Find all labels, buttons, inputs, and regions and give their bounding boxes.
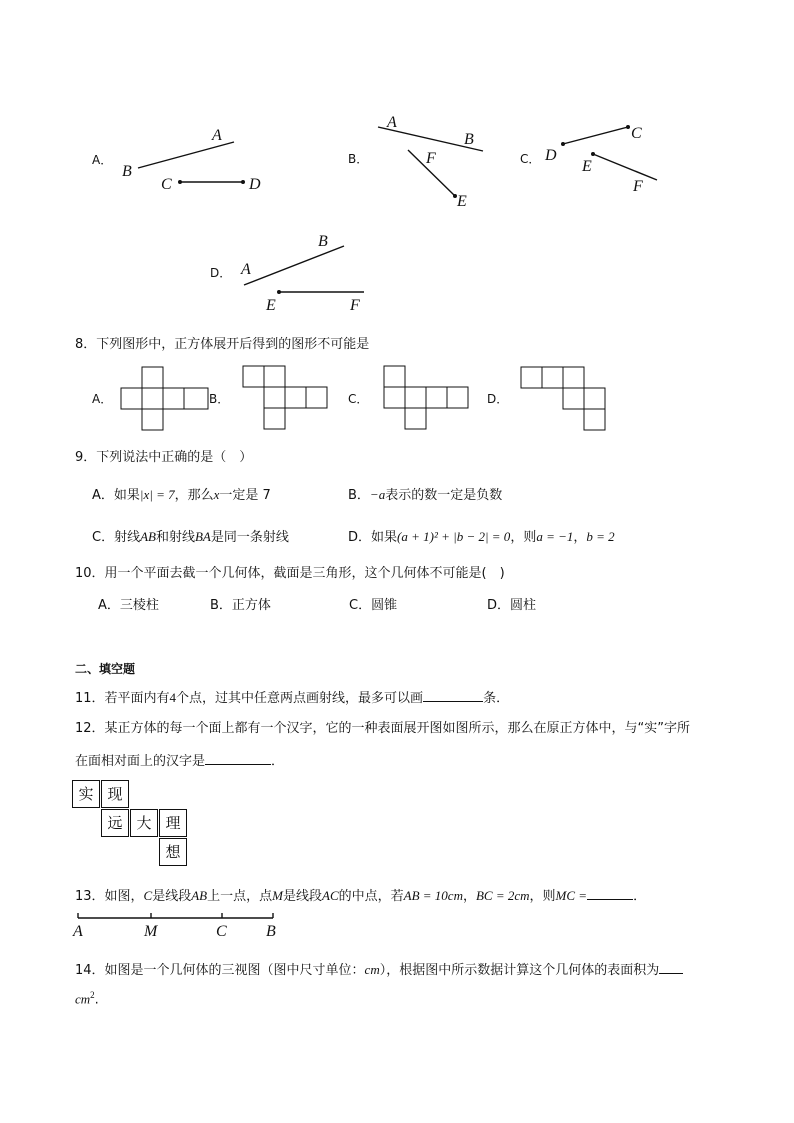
q13-end: ． — [633, 889, 647, 904]
q9-d-mid: ，则 — [510, 530, 537, 545]
q9-d-prefix: D．如果 — [348, 530, 398, 545]
section-title: 二、填空题 — [75, 662, 136, 676]
q9-c-mid: 和射线 — [155, 530, 195, 545]
q13-prefix: 13．如图， — [75, 889, 144, 904]
q13-sep: ， — [462, 889, 476, 904]
q9-d-a: a = −1 — [536, 529, 574, 544]
q10-option-c: C．圆锥 — [349, 598, 398, 613]
q7-a-point-a: A — [212, 127, 222, 144]
q9-a-suffix: 一定是 7 — [219, 488, 271, 503]
q8-question: 8．下列图形中，正方体展开后得到的图形不可能是 — [75, 337, 370, 352]
q7-a-point-d: D — [249, 176, 261, 193]
q7-c-point-c: C — [631, 125, 642, 142]
q12-face-li: 理 — [159, 809, 187, 837]
q13-mc: MC = — [555, 888, 588, 903]
q7-d-point-b: B — [318, 233, 328, 250]
q13-eq2: BC = 2cm — [475, 888, 530, 903]
q14-prefix: 14．如图是一个几何体的三视图（图中尺寸单位： — [75, 963, 365, 978]
q12-line-2-text: 在面相对面上的汉字是 — [75, 754, 206, 769]
q13-label-b: B — [266, 923, 276, 940]
q12-line-1: 12．某正方体的每一个面上都有一个汉字，它的一种表面展开图如图所示，那么在原正方体中，与“实”字所 — [75, 721, 691, 736]
q9-d-sep: ， — [573, 530, 587, 545]
q8-option-d-label: D． — [487, 392, 509, 406]
q12-face-xiang: 想 — [159, 838, 187, 866]
q12-face-yuan: 远 — [101, 809, 129, 837]
q13-ab: AB — [191, 888, 208, 903]
q9-a-abs: |x| = 7 — [139, 487, 175, 502]
q13-label-a: A — [73, 923, 83, 940]
q12-face-shi: 实 — [72, 780, 100, 808]
q14-answer-blank[interactable] — [659, 973, 683, 974]
q9-a-prefix: A．如果 — [92, 488, 140, 503]
q10-question: 10．用一个平面去截一个几何体，截面是三角形，这个几何体不可能是( ) — [75, 566, 505, 581]
q9-d-expr: (a + 1)² + |b − 2| = 0 — [397, 529, 511, 544]
q12-end: ． — [271, 754, 285, 769]
q9-a-x: x — [213, 487, 220, 502]
q14-unit: cm — [364, 962, 380, 977]
q13-t4: 的中点，若 — [338, 889, 404, 904]
q7-d-point-a: A — [241, 261, 251, 278]
q13-ac: AC — [322, 888, 339, 903]
q7-b-point-e: E — [457, 193, 467, 210]
q12-face-da: 大 — [130, 809, 158, 837]
q7-b-point-a: A — [387, 114, 397, 131]
q14-suffix: ），根据图中所示数据计算这个几何体的表面积为 — [379, 963, 660, 978]
q14-unit-2: cm — [75, 991, 91, 1007]
q9-c-suffix: 是同一条射线 — [210, 530, 289, 545]
q7-option-b-label: B． — [348, 152, 369, 166]
q7-c-point-e: E — [582, 158, 592, 175]
q7-option-c-label: C． — [520, 152, 541, 166]
q14-unit-sup: 2 — [90, 990, 95, 1000]
q10-option-d: D．圆柱 — [487, 598, 537, 613]
q9-b-suffix: 表示的数一定是负数 — [385, 488, 503, 503]
q9-c-ab: AB — [140, 529, 156, 544]
q13-t3: 是线段 — [282, 889, 322, 904]
q7-a-point-b: B — [122, 163, 132, 180]
q7-d-point-f: F — [350, 297, 360, 314]
q9-a-mid: ，那么 — [174, 488, 214, 503]
q9-d-b: b = 2 — [586, 529, 615, 544]
q14-line-2 — [75, 990, 99, 1007]
q8-option-c-label: C． — [348, 392, 369, 406]
q11-num: 4 — [169, 690, 177, 705]
q11-end: 条． — [483, 691, 510, 706]
q10-option-b: B．正方体 — [210, 598, 271, 613]
q14-end: . — [94, 992, 99, 1008]
q9-c-ba: BA — [194, 529, 211, 544]
q9-b-prefix: B． — [348, 488, 370, 503]
q8-option-a-label: A． — [92, 392, 113, 406]
q9-c-prefix: C．射线 — [92, 530, 141, 545]
q9-question: 9．下列说法中正确的是（ ） — [75, 450, 253, 465]
q13-eq1: AB = 10cm — [403, 888, 463, 903]
q13-m: M — [272, 888, 283, 903]
q7-b-point-b: B — [464, 131, 474, 148]
q7-option-d-label: D． — [210, 266, 232, 280]
q13-label-m: M — [144, 923, 158, 940]
q7-c-point-d: D — [545, 147, 557, 164]
q12-face-xian: 现 — [101, 780, 129, 808]
q7-option-a-label: A． — [92, 153, 113, 167]
q7-b-point-f: F — [426, 150, 436, 167]
q11-mid: 个点，过其中任意两点画射线，最多可以画 — [176, 691, 424, 706]
q13-t1: 是线段 — [152, 889, 192, 904]
q13-t2: 上一点，点 — [207, 889, 273, 904]
q13-t5: ，则 — [529, 889, 556, 904]
q14-line-1 — [75, 959, 683, 978]
q10-option-a: A．三棱柱 — [98, 598, 159, 613]
q13-label-c: C — [216, 923, 227, 940]
q9-b-expr: −a — [369, 487, 386, 502]
q7-d-point-e: E — [266, 297, 276, 314]
q8-option-b-label: B． — [209, 392, 230, 406]
q7-a-point-c: C — [161, 176, 172, 193]
q11-prefix: 11．若平面内有 — [75, 691, 170, 706]
q7-c-point-f: F — [633, 178, 643, 195]
q13-c: C — [143, 888, 153, 903]
